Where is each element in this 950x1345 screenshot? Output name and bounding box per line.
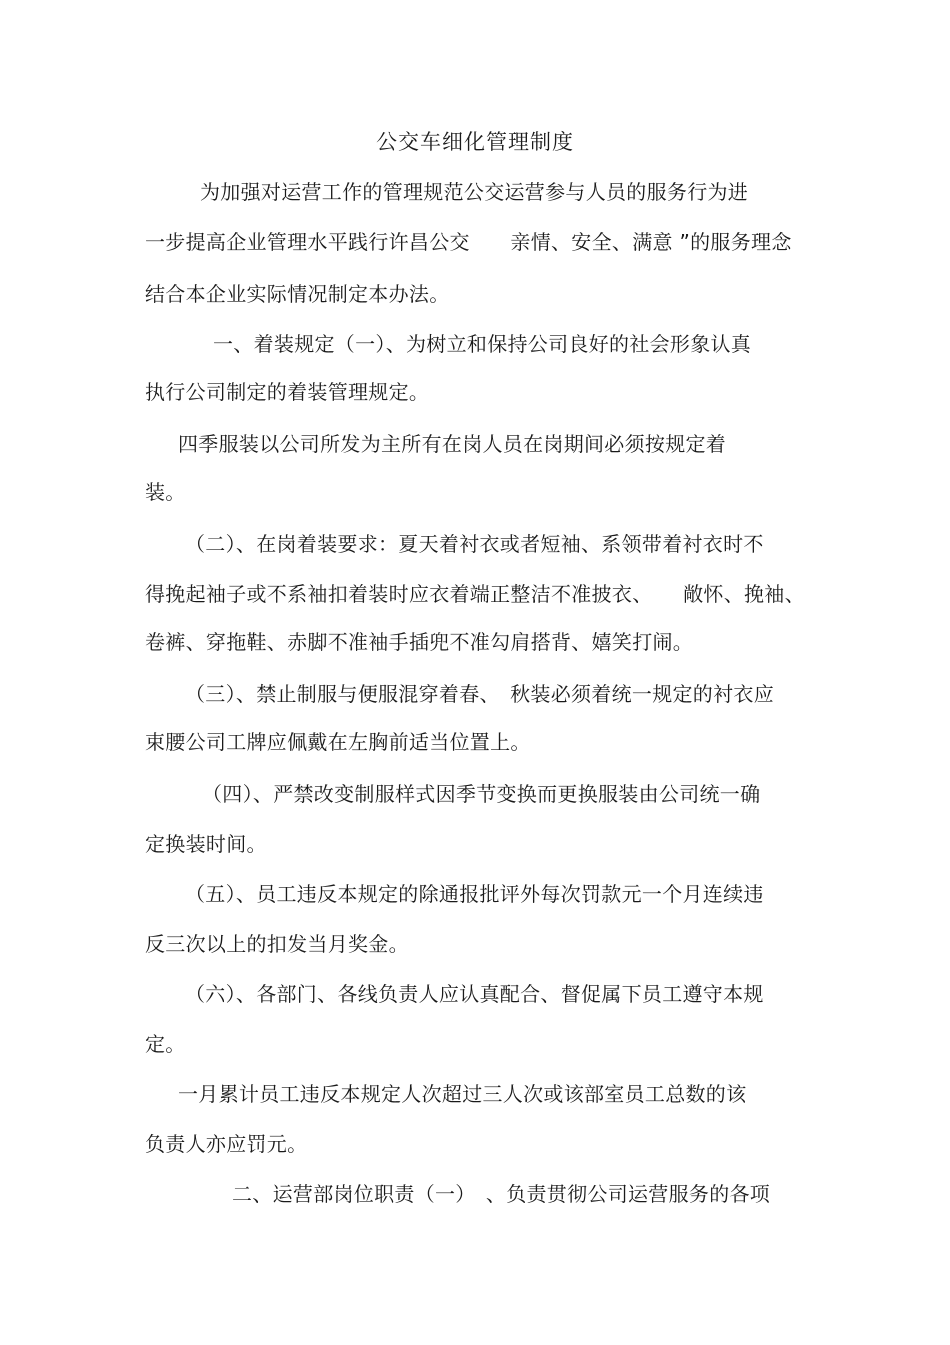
body-line: 反三次以上的扣发当月奖金。 [145, 932, 409, 956]
section-heading-line: 一、着装规定（一）、为树立和保持公司良好的社会形象认真 [213, 332, 752, 356]
section-heading-line: 二、运营部岗位职责（一） 、负责贯彻公司运营服务的各项 [232, 1182, 771, 1206]
document-title: 公交车细化管理制度 [376, 130, 574, 154]
body-line: 得挽起袖子或不系袖扣着装时应衣着端正整洁不准披衣、 敞怀、挽袖、 [145, 582, 805, 606]
body-line: （四）、严禁改变制服样式因季节变换而更换服装由公司统一确 [202, 782, 761, 806]
body-line: （三）、禁止制服与便服混穿着春、 秋装必须着统一规定的衬衣应 [185, 682, 774, 706]
body-line: 束腰公司工牌应佩戴在左胸前适当位置上。 [145, 730, 531, 754]
body-line: 一月累计员工违反本规定人次超过三人次或该部室员工总数的该 [178, 1082, 747, 1106]
body-line: （六）、各部门、各线负责人应认真配合、督促属下员工遵守本规 [185, 982, 764, 1006]
body-line: 卷裤、穿拖鞋、赤脚不准袖手插兜不准勾肩搭背、嬉笑打闹。 [145, 630, 694, 654]
body-line: 为加强对运营工作的管理规范公交运营参与人员的服务行为进 [200, 180, 749, 204]
body-line: 执行公司制定的着装管理规定。 [145, 380, 430, 404]
body-line: 装。 [145, 480, 186, 504]
body-line: （二）、在岗着装要求：夏天着衬衣或者短袖、系领带着衬衣时不 [185, 532, 764, 556]
body-line: 定换装时间。 [145, 832, 267, 856]
body-line: 一步提高企业管理水平践行许昌公交 亲情、安全、满意 ”的服务理念 [145, 230, 792, 254]
body-line: 四季服装以公司所发为主所有在岗人员在岗期间必须按规定着 [178, 432, 727, 456]
body-line: （五）、员工违反本规定的除通报批评外每次罚款元一个月连续违 [185, 882, 764, 906]
body-line: 定。 [145, 1032, 186, 1056]
body-line: 负责人亦应罚元。 [145, 1132, 308, 1156]
body-line: 结合本企业实际情况制定本办法。 [145, 282, 450, 306]
